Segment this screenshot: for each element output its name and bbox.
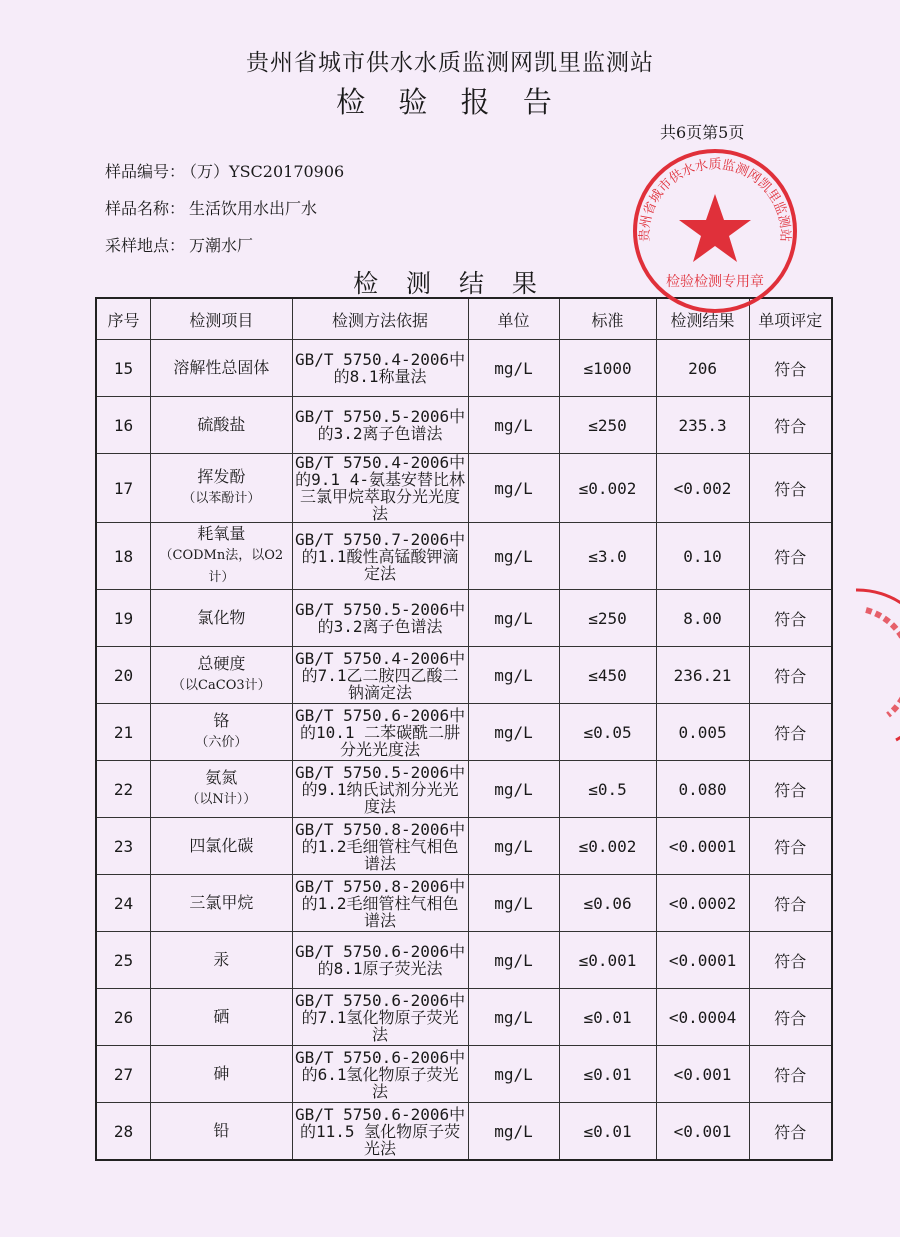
cell-standard bbox=[559, 590, 656, 647]
cell-no bbox=[96, 1103, 151, 1161]
cell-standard-text: ≤250 bbox=[588, 608, 627, 628]
cell-result-text: <0.0001 bbox=[668, 836, 737, 856]
cell-standard-text: ≤0.001 bbox=[578, 950, 637, 970]
cell-method bbox=[292, 590, 468, 647]
cell-unit-text: mg/L bbox=[494, 358, 533, 378]
cell-no-text: 18 bbox=[113, 546, 134, 566]
cell-standard bbox=[559, 989, 656, 1046]
cell-result bbox=[656, 704, 749, 761]
cell-method-text: GB/T 5750.8-2006中的1.2毛细管柱气相色谱法 bbox=[294, 819, 466, 873]
official-seal-icon bbox=[630, 146, 800, 316]
cell-result bbox=[656, 523, 749, 590]
cell-item-subtext: （CODMn法，以O2计） bbox=[159, 548, 284, 585]
cell-unit-text: mg/L bbox=[494, 950, 533, 970]
cell-item bbox=[151, 704, 293, 761]
cell-standard bbox=[559, 647, 656, 704]
cell-item-subtext: （六价） bbox=[195, 735, 248, 750]
cell-unit-text: mg/L bbox=[494, 1121, 533, 1141]
sample-number bbox=[105, 159, 344, 182]
cell-standard bbox=[559, 454, 656, 523]
page-info: 共6页第5页 bbox=[660, 123, 745, 142]
cell-unit-text: mg/L bbox=[494, 836, 533, 856]
cell-rating bbox=[749, 875, 832, 932]
cell-result bbox=[656, 454, 749, 523]
cell-no bbox=[96, 1046, 151, 1103]
cell-method-text: GB/T 5750.7-2006中的1.1酸性高锰酸钾滴定法 bbox=[294, 529, 466, 583]
cell-result-text: <0.0002 bbox=[668, 893, 737, 913]
seal-ring-text: 贵州省城市供水水质监测网凯里监测站 bbox=[637, 157, 793, 242]
cell-no bbox=[96, 761, 151, 818]
cell-rating-text: 符合 bbox=[774, 723, 807, 743]
cell-method bbox=[292, 704, 468, 761]
cell-result bbox=[656, 340, 749, 397]
cell-no-text: 26 bbox=[113, 1007, 134, 1027]
cell-item-text: 铅 bbox=[213, 1121, 230, 1140]
cell-rating-text: 符合 bbox=[774, 780, 807, 800]
cell-result bbox=[656, 761, 749, 818]
cell-standard bbox=[559, 397, 656, 454]
cell-method-text: GB/T 5750.5-2006中的3.2离子色谱法 bbox=[294, 600, 466, 636]
cell-item-text: 硒 bbox=[213, 1007, 230, 1026]
cell-rating bbox=[749, 523, 832, 590]
cell-no-text: 19 bbox=[113, 608, 134, 628]
cell-item-text: 氨氮 bbox=[205, 768, 238, 787]
cell-unit-text: mg/L bbox=[494, 415, 533, 435]
table-row bbox=[96, 875, 832, 932]
col-header-rating: 单项评定 bbox=[749, 298, 832, 340]
cell-unit bbox=[468, 340, 559, 397]
cell-no bbox=[96, 647, 151, 704]
cell-rating bbox=[749, 989, 832, 1046]
cell-rating-text: 符合 bbox=[774, 479, 807, 499]
cell-standard bbox=[559, 1103, 656, 1161]
cell-unit-text: mg/L bbox=[494, 722, 533, 742]
cell-method-text: GB/T 5750.8-2006中的1.2毛细管柱气相色谱法 bbox=[294, 876, 466, 930]
cell-no bbox=[96, 454, 151, 523]
organization-title: 贵州省城市供水水质监测网凯里监测站 bbox=[246, 50, 654, 76]
cell-unit bbox=[468, 647, 559, 704]
cell-no-text: 22 bbox=[113, 779, 134, 799]
sample-name-label: 样品名称： bbox=[105, 199, 186, 218]
cell-method bbox=[292, 397, 468, 454]
cell-result-text: 0.10 bbox=[683, 546, 722, 566]
report-title: 检 验 报 告 bbox=[336, 85, 564, 119]
cell-no-text: 21 bbox=[113, 722, 134, 742]
cell-item bbox=[151, 397, 293, 454]
cell-method-text: GB/T 5750.6-2006中的8.1原子荧光法 bbox=[294, 942, 466, 978]
table-row bbox=[96, 454, 832, 523]
cell-standard-text: ≤250 bbox=[588, 415, 627, 435]
sampling-location bbox=[105, 233, 253, 256]
cell-method-text: GB/T 5750.4-2006中的9.1 4-氨基安替比林三氯甲烷萃取分光光度法 bbox=[294, 453, 466, 523]
cell-rating-text: 符合 bbox=[774, 416, 807, 436]
cell-item bbox=[151, 454, 293, 523]
cell-standard-text: ≤0.5 bbox=[588, 779, 627, 799]
cell-no-text: 24 bbox=[113, 893, 134, 913]
col-header-item: 检测项目 bbox=[151, 298, 293, 340]
table-row bbox=[96, 340, 832, 397]
cell-unit-text: mg/L bbox=[494, 608, 533, 628]
cell-rating bbox=[749, 704, 832, 761]
cell-item-text: 砷 bbox=[213, 1064, 230, 1083]
table-row bbox=[96, 818, 832, 875]
cell-result-text: 0.005 bbox=[678, 722, 727, 742]
cell-result-text: <0.001 bbox=[673, 1064, 732, 1084]
cell-item-text: 溶解性总固体 bbox=[173, 358, 270, 377]
cell-item-text: 硫酸盐 bbox=[197, 415, 246, 434]
cell-method bbox=[292, 340, 468, 397]
cell-result-text: <0.0004 bbox=[668, 1007, 737, 1027]
partial-seal-icon bbox=[846, 585, 900, 745]
cell-result bbox=[656, 989, 749, 1046]
cell-item-text: 四氯化碳 bbox=[189, 836, 254, 855]
cell-no-text: 25 bbox=[113, 950, 134, 970]
cell-method-text: GB/T 5750.6-2006中的6.1氢化物原子荧光法 bbox=[294, 1047, 466, 1101]
cell-unit bbox=[468, 454, 559, 523]
table-row bbox=[96, 523, 832, 590]
table-row bbox=[96, 1046, 832, 1103]
cell-unit bbox=[468, 590, 559, 647]
table-row bbox=[96, 932, 832, 989]
cell-method bbox=[292, 989, 468, 1046]
cell-no bbox=[96, 875, 151, 932]
sampling-location-value: 万潮水厂 bbox=[189, 236, 254, 255]
cell-unit-text: mg/L bbox=[494, 893, 533, 913]
cell-standard bbox=[559, 523, 656, 590]
cell-rating-text: 符合 bbox=[774, 1065, 807, 1085]
cell-no bbox=[96, 989, 151, 1046]
cell-unit bbox=[468, 1046, 559, 1103]
cell-unit-text: mg/L bbox=[494, 1064, 533, 1084]
cell-no bbox=[96, 340, 151, 397]
cell-rating-text: 符合 bbox=[774, 1008, 807, 1028]
cell-result-text: <0.002 bbox=[673, 478, 732, 498]
cell-no-text: 16 bbox=[113, 415, 134, 435]
cell-unit-text: mg/L bbox=[494, 665, 533, 685]
cell-unit bbox=[468, 704, 559, 761]
cell-rating bbox=[749, 761, 832, 818]
cell-no-text: 28 bbox=[113, 1121, 134, 1141]
sample-name-value: 生活饮用水出厂水 bbox=[189, 199, 318, 218]
table-row bbox=[96, 989, 832, 1046]
results-table bbox=[95, 297, 833, 1161]
cell-rating-text: 符合 bbox=[774, 1122, 807, 1142]
cell-result bbox=[656, 818, 749, 875]
cell-unit bbox=[468, 761, 559, 818]
cell-no bbox=[96, 704, 151, 761]
cell-item bbox=[151, 1046, 293, 1103]
cell-item bbox=[151, 647, 293, 704]
table-row bbox=[96, 704, 832, 761]
cell-item bbox=[151, 1103, 293, 1161]
cell-result bbox=[656, 1103, 749, 1161]
cell-unit bbox=[468, 818, 559, 875]
cell-standard-text: ≤0.002 bbox=[578, 478, 637, 498]
cell-no bbox=[96, 397, 151, 454]
cell-rating bbox=[749, 340, 832, 397]
cell-no-text: 23 bbox=[113, 836, 134, 856]
cell-standard-text: ≤0.06 bbox=[583, 893, 632, 913]
cell-standard bbox=[559, 1046, 656, 1103]
cell-unit-text: mg/L bbox=[494, 478, 533, 498]
col-header-unit: 单位 bbox=[468, 298, 559, 340]
cell-rating bbox=[749, 818, 832, 875]
cell-no-text: 27 bbox=[113, 1064, 134, 1084]
col-header-no: 序号 bbox=[96, 298, 151, 340]
sample-number-label: 样品编号： bbox=[105, 162, 186, 181]
cell-unit bbox=[468, 1103, 559, 1161]
cell-method bbox=[292, 454, 468, 523]
cell-standard-text: ≤0.05 bbox=[583, 722, 632, 742]
cell-item-text: 氯化物 bbox=[197, 608, 246, 627]
cell-rating bbox=[749, 454, 832, 523]
cell-unit-text: mg/L bbox=[494, 546, 533, 566]
cell-item-text: 铬 bbox=[213, 711, 230, 730]
table-row bbox=[96, 647, 832, 704]
cell-unit bbox=[468, 875, 559, 932]
cell-item bbox=[151, 761, 293, 818]
cell-unit-text: mg/L bbox=[494, 779, 533, 799]
cell-rating-text: 符合 bbox=[774, 609, 807, 629]
cell-method-text: GB/T 5750.4-2006中的7.1乙二胺四乙酸二钠滴定法 bbox=[294, 648, 466, 702]
cell-standard-text: ≤1000 bbox=[583, 358, 632, 378]
cell-standard bbox=[559, 818, 656, 875]
cell-result bbox=[656, 1046, 749, 1103]
cell-standard bbox=[559, 704, 656, 761]
cell-result-text: 206 bbox=[688, 358, 717, 378]
cell-result-text: <0.0001 bbox=[668, 950, 737, 970]
cell-unit bbox=[468, 989, 559, 1046]
col-header-standard: 标准 bbox=[559, 298, 656, 340]
cell-result-text: 8.00 bbox=[683, 608, 722, 628]
table-body bbox=[96, 340, 832, 1161]
cell-item-subtext: （以苯酚计） bbox=[182, 491, 261, 506]
cell-no bbox=[96, 523, 151, 590]
cell-unit bbox=[468, 397, 559, 454]
cell-method bbox=[292, 1103, 468, 1161]
cell-rating bbox=[749, 397, 832, 454]
cell-item bbox=[151, 590, 293, 647]
cell-item-subtext: （以N计）） bbox=[186, 792, 257, 807]
cell-standard-text: ≤0.01 bbox=[583, 1121, 632, 1141]
cell-item-text: 挥发酚 bbox=[197, 467, 246, 486]
cell-item bbox=[151, 818, 293, 875]
cell-standard bbox=[559, 340, 656, 397]
cell-method-text: GB/T 5750.5-2006中的3.2离子色谱法 bbox=[294, 407, 466, 443]
table-row bbox=[96, 590, 832, 647]
cell-standard-text: ≤0.01 bbox=[583, 1007, 632, 1027]
cell-unit bbox=[468, 523, 559, 590]
cell-item-text: 总硬度 bbox=[197, 654, 246, 673]
cell-standard-text: ≤3.0 bbox=[588, 546, 627, 566]
cell-result bbox=[656, 647, 749, 704]
table-row bbox=[96, 1103, 832, 1161]
cell-result-text: 235.3 bbox=[678, 415, 727, 435]
cell-rating-text: 符合 bbox=[774, 359, 807, 379]
cell-rating bbox=[749, 590, 832, 647]
cell-item-text: 三氯甲烷 bbox=[189, 893, 254, 912]
cell-rating bbox=[749, 932, 832, 989]
cell-method-text: GB/T 5750.6-2006中的10.1 二苯碳酰二肼分光光度法 bbox=[294, 705, 466, 759]
cell-rating-text: 符合 bbox=[774, 894, 807, 914]
cell-result bbox=[656, 590, 749, 647]
sample-name bbox=[105, 196, 317, 219]
cell-rating-text: 符合 bbox=[774, 666, 807, 686]
cell-method bbox=[292, 761, 468, 818]
cell-rating-text: 符合 bbox=[774, 951, 807, 971]
cell-item bbox=[151, 875, 293, 932]
cell-no-text: 15 bbox=[113, 358, 134, 378]
sampling-location-label: 采样地点： bbox=[105, 236, 186, 255]
results-title: 检 测 结 果 bbox=[353, 269, 547, 298]
cell-item-text: 耗氧量 bbox=[197, 524, 246, 543]
cell-no-text: 17 bbox=[113, 478, 134, 498]
cell-method-text: GB/T 5750.5-2006中的9.1纳氏试剂分光光度法 bbox=[294, 762, 466, 816]
cell-item-text: 汞 bbox=[213, 950, 230, 969]
sample-number-value: （万）YSC20170906 bbox=[189, 162, 345, 181]
seal-bottom-text: 检验检测专用章 bbox=[666, 274, 764, 290]
table-row bbox=[96, 397, 832, 454]
cell-standard bbox=[559, 932, 656, 989]
cell-item bbox=[151, 932, 293, 989]
cell-rating bbox=[749, 1103, 832, 1161]
cell-method-text: GB/T 5750.6-2006中的11.5 氢化物原子荧光法 bbox=[294, 1104, 466, 1158]
cell-standard-text: ≤0.002 bbox=[578, 836, 637, 856]
cell-result bbox=[656, 397, 749, 454]
col-header-result: 检测结果 bbox=[656, 298, 749, 340]
cell-no bbox=[96, 932, 151, 989]
cell-standard bbox=[559, 761, 656, 818]
cell-item-subtext: （以CaCO3计） bbox=[172, 678, 271, 693]
cell-standard-text: ≤450 bbox=[588, 665, 627, 685]
cell-rating bbox=[749, 1046, 832, 1103]
col-header-method: 检测方法依据 bbox=[292, 298, 468, 340]
cell-result bbox=[656, 875, 749, 932]
cell-result bbox=[656, 932, 749, 989]
cell-unit-text: mg/L bbox=[494, 1007, 533, 1027]
cell-no-text: 20 bbox=[113, 665, 134, 685]
table-row bbox=[96, 761, 832, 818]
cell-method bbox=[292, 523, 468, 590]
cell-rating-text: 符合 bbox=[774, 547, 807, 567]
cell-item bbox=[151, 989, 293, 1046]
cell-method bbox=[292, 932, 468, 989]
cell-standard-text: ≤0.01 bbox=[583, 1064, 632, 1084]
cell-method bbox=[292, 818, 468, 875]
cell-result-text: 0.080 bbox=[678, 779, 727, 799]
cell-standard bbox=[559, 875, 656, 932]
cell-method bbox=[292, 1046, 468, 1103]
cell-result-text: <0.001 bbox=[673, 1121, 732, 1141]
cell-unit bbox=[468, 932, 559, 989]
cell-result-text: 236.21 bbox=[673, 665, 732, 685]
cell-no bbox=[96, 818, 151, 875]
cell-no bbox=[96, 590, 151, 647]
cell-item bbox=[151, 523, 293, 590]
cell-item bbox=[151, 340, 293, 397]
cell-rating bbox=[749, 647, 832, 704]
cell-method bbox=[292, 875, 468, 932]
cell-method-text: GB/T 5750.6-2006中的7.1氢化物原子荧光法 bbox=[294, 990, 466, 1044]
cell-method-text: GB/T 5750.4-2006中的8.1称量法 bbox=[294, 350, 466, 386]
cell-method bbox=[292, 647, 468, 704]
cell-rating-text: 符合 bbox=[774, 837, 807, 857]
